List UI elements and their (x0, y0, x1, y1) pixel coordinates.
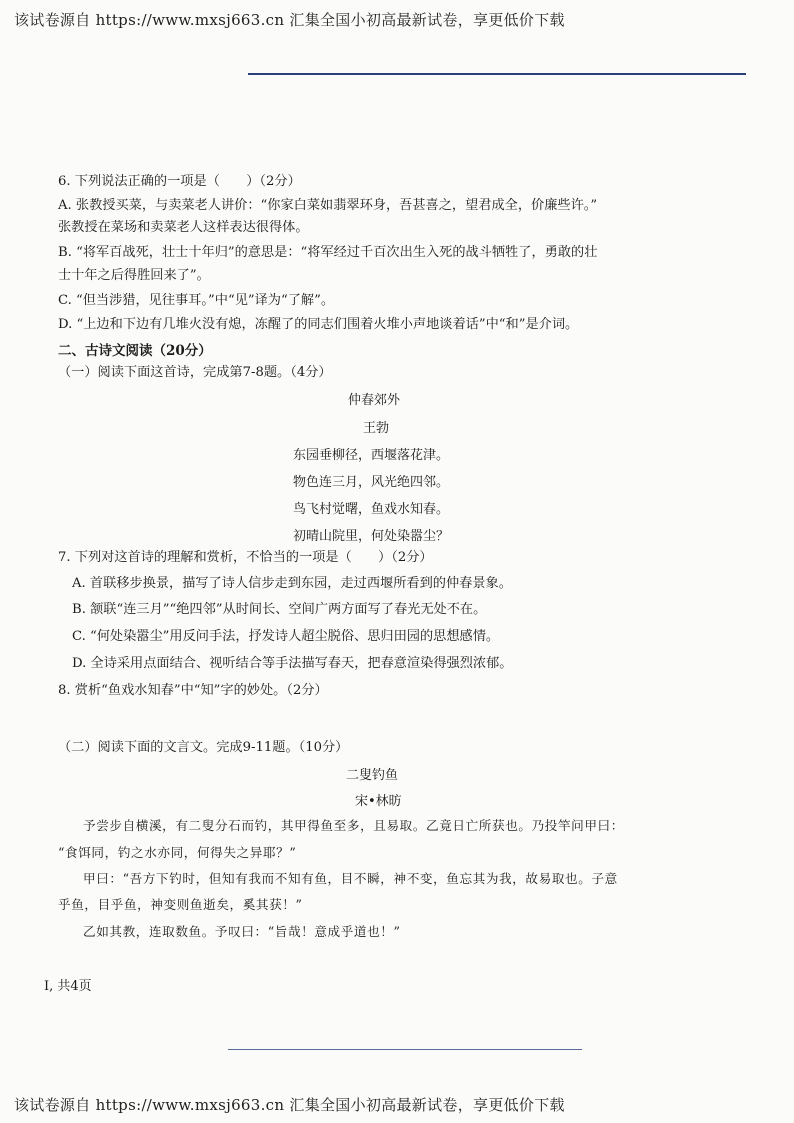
question-7-option-d: D. 全诗采用点面结合、视听结合等手法描写春天，把春意渲染得强烈浓郁。 (72, 656, 513, 671)
poem-author: 王勃 (363, 421, 390, 436)
question-7-option-c: C. “何处染嚣尘”用反问手法，抒发诗人超尘脱俗、思归田园的思想感情。 (72, 629, 500, 644)
poem-line-1: 东园垂柳径，西堰落花津。 (293, 448, 450, 463)
section-2-title: 二、古诗文阅读（20分） (58, 343, 212, 359)
header-divider (248, 73, 746, 75)
passage-paragraph-2-line1: 甲曰：“吾方下钓时，但知有我而不知有鱼，目不瞬，神不变，鱼忘其为我，故易取也。子意 (83, 871, 618, 886)
part-2-instruction: （二）阅读下面的文言文。完成9-11题。（10分） (58, 740, 349, 755)
question-7-option-a: A. 首联移步换景，描写了诗人信步走到东园，走过西堰所看到的仲春景象。 (72, 576, 512, 591)
question-6-option-b-line1: B. “将军百战死，壮士十年归”的意思是：“将军经过千百次出生入死的战斗牺牲了，勇敢的壮 (58, 245, 598, 260)
poem-line-4: 初晴山院里，何处染嚣尘？ (293, 529, 450, 544)
poem-line-3: 鸟飞村觉曙，鱼戏水知春。 (293, 502, 450, 517)
source-banner-bottom: 该试卷源自 https://www.mxsj663.cn 汇集全国小初高最新试卷，享更低价下载 (14, 1096, 565, 1114)
question-8-stem: 8. 赏析“鱼戏水知春”中“知”字的妙处。（2分） (58, 683, 328, 698)
question-6-option-d: D. “上边和下边有几堆火没有熄，冻醒了的同志们围着火堆小声地谈着话”中“和”是介词。 (58, 317, 579, 332)
part-1-instruction: （一）阅读下面这首诗，完成第7-8题。（4分） (58, 365, 332, 380)
poem-line-2: 物色连三月，风光绝四邻。 (293, 475, 450, 490)
passage-title: 二叟钓鱼 (346, 768, 399, 783)
question-6-option-b-line2: 士十年之后得胜回来了”。 (58, 268, 210, 283)
poem-title: 仲春郊外 (348, 393, 401, 408)
passage-paragraph-1-line1: 予尝步自横溪，有二叟分石而钓，其甲得鱼至多，且易取。乙竟日亡所获也。乃投竿问甲曰： (83, 818, 624, 833)
source-banner-top: 该试卷源自 https://www.mxsj663.cn 汇集全国小初高最新试卷，享更低价下载 (14, 11, 565, 29)
passage-paragraph-2-line2: 乎鱼，目乎鱼，神变则鱼逝矣，奚其获！” (58, 897, 303, 912)
question-6-option-a-line2: 张教授在菜场和卖菜老人这样表达很得体。 (58, 220, 309, 235)
question-6-option-a-line1: A. 张教授买菜，与卖菜老人讲价：“你家白菜如翡翠环身，吾甚喜之，望君成全，价廉些许。” (58, 198, 598, 213)
page-number: I, 共4页 (44, 979, 92, 994)
question-7-stem: 7. 下列对这首诗的理解和赏析，不恰当的一项是（ ）（2分） (58, 550, 433, 565)
question-6-option-c: C. “但当涉猎，见往事耳。”中“见”译为“了解”。 (58, 293, 335, 308)
passage-paragraph-3: 乙如其教，连取数鱼。予叹曰：“旨哉！意成乎道也！” (83, 924, 401, 939)
passage-paragraph-1-line2: “食饵同，钓之水亦同，何得失之异耶？” (58, 845, 297, 860)
passage-author: 宋•林昉 (355, 794, 402, 809)
question-7-option-b: B. 颔联“连三月”“绝四邻”从时间长、空间广两方面写了春光无处不在。 (72, 602, 487, 617)
footer-divider (228, 1049, 582, 1050)
question-6-stem: 6. 下列说法正确的一项是（ ）（2分） (58, 174, 301, 189)
